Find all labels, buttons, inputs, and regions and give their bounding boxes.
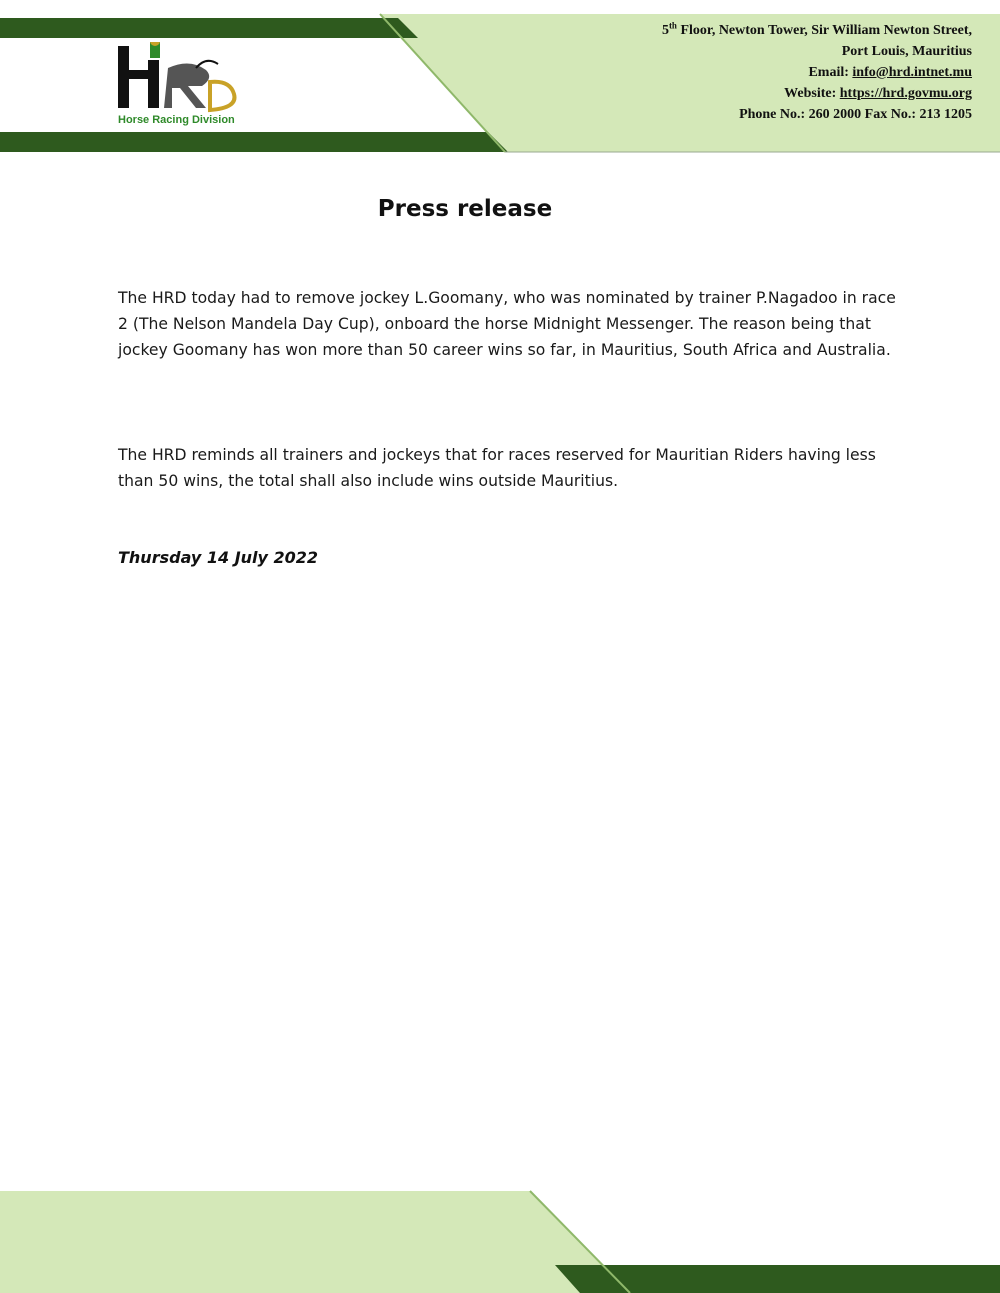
email-link[interactable]: info@hrd.intnet.mu (852, 65, 972, 80)
footer-band (0, 1183, 1000, 1293)
paragraph-2: The HRD reminds all trainers and jockeys that for races reserved for Mauritian Riders having less than 50 wins, the total shall also include wins outside Mauritius. (118, 446, 876, 490)
address-line-2: Port Louis, Mauritius (841, 44, 972, 59)
website-line: Website: https://hrd.govmu.org (784, 86, 972, 101)
phone-line: Phone No.: 260 2000 Fax No.: 213 1205 (739, 107, 972, 122)
logo-caption: Horse Racing Division (118, 114, 235, 126)
paragraph-1: The HRD today had to remove jockey L.Goomany, who was nominated by trainer P.Nagadoo in race 2 (The Nelson Mandela Day Cup), onboard the horse Midnight Messenger. The reason being that jockey Goomany has won more than 50 career wins so far, in Mauritius, South Africa and Australia. (118, 289, 896, 359)
contact-block (662, 20, 972, 125)
page-title: Press release (377, 196, 553, 222)
website-link[interactable]: https://hrd.govmu.org (839, 86, 972, 101)
email-line: Email: info@hrd.intnet.mu (808, 65, 972, 80)
release-date: Thursday 14 July 2022 (118, 548, 319, 567)
address-line-1: 5th Floor, Newton Tower, Sir William Newton Street, (661, 20, 972, 38)
